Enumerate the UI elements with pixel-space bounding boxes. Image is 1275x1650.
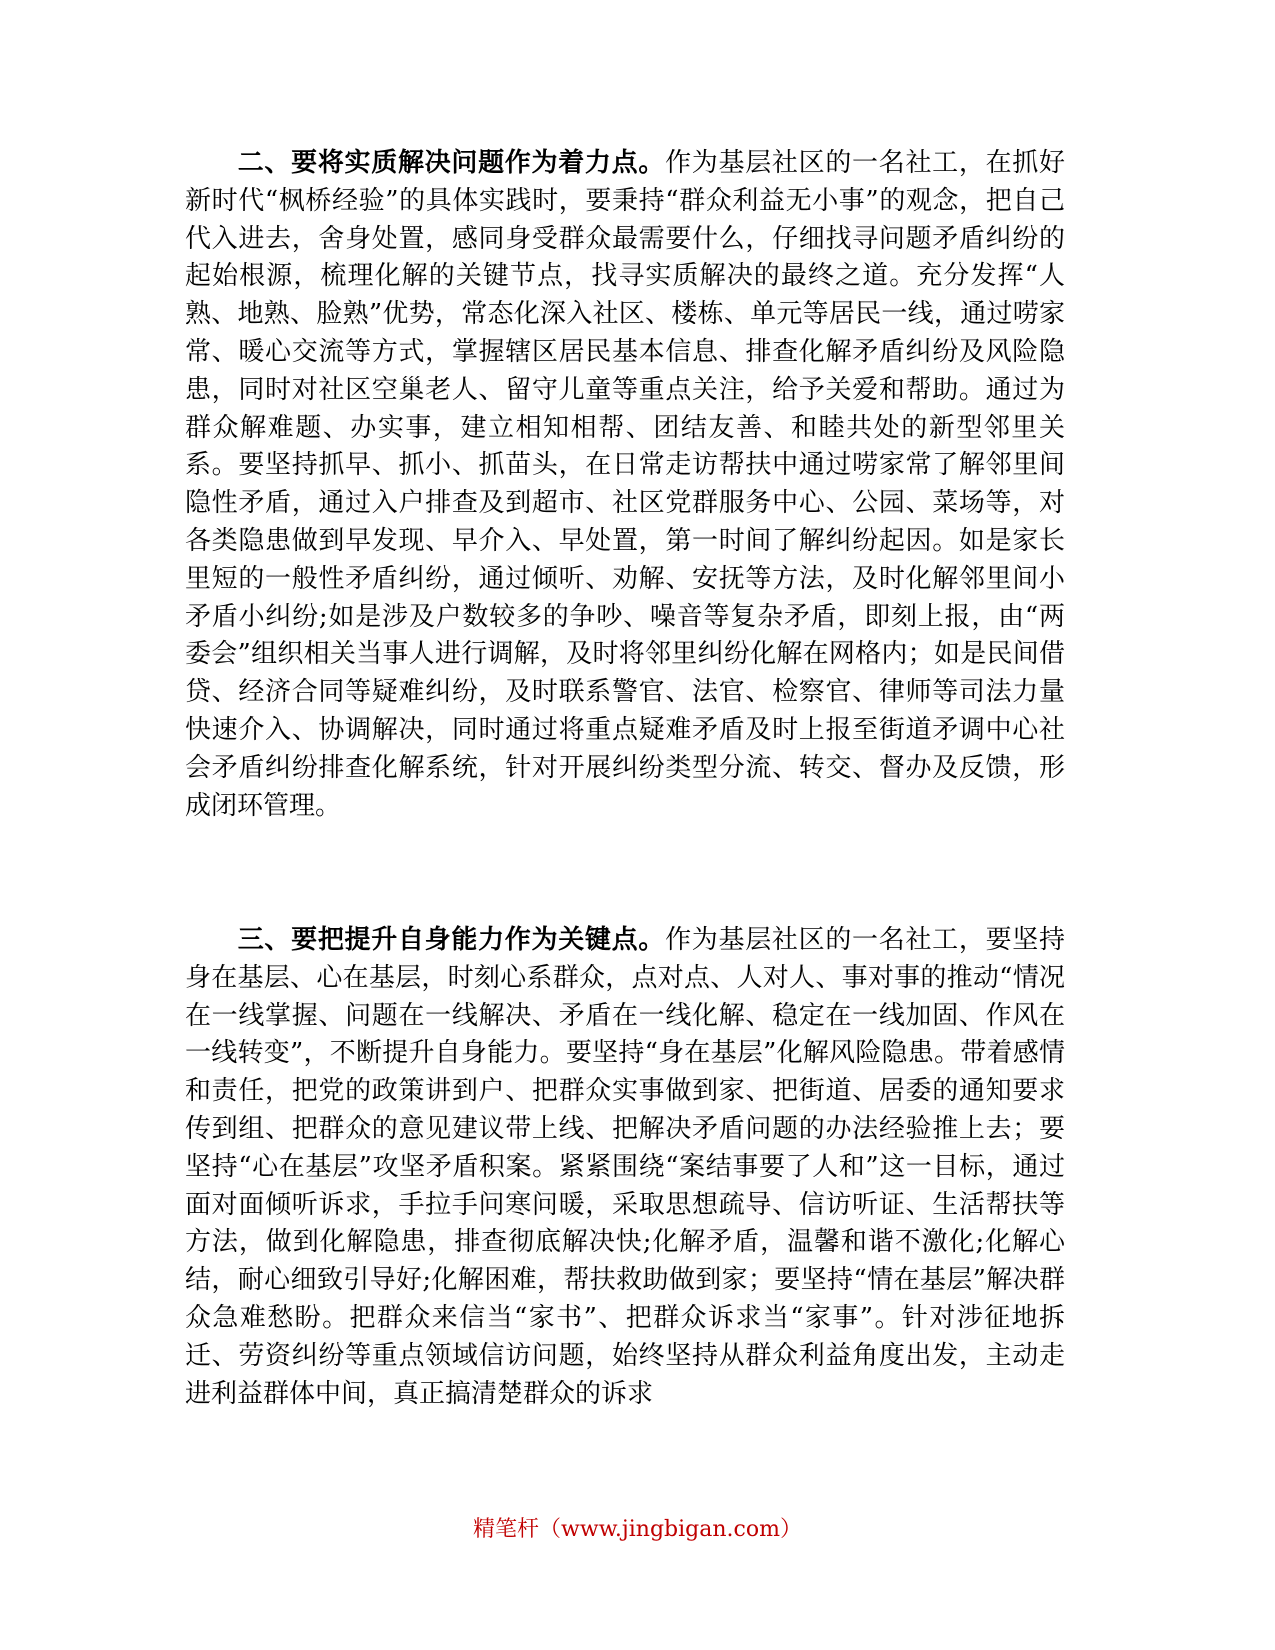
paragraph-body: 作为基层社区的一名社工，要坚持身在基层、心在基层，时刻心系群众，点对点、人对人、事对事的推动“情况在一线掌握、问题在一线解决、矛盾在一线化解、稳定在一线加固、作风在一线转变”，不断提升自身能力。要坚持“身在基层”化解风险隐患。带着感情和责任，把党的政策讲到户、把群众实事做到家、把街道、居委的通知要求传到组、把群众的意见建议带上线、把解决矛盾问题的办法经验推上去；要坚持“心在基层”攻坚矛盾积案。紧紧围绕“案结事要了人和”这一目标，通过面对面倾听诉求，手拉手问寒问暖，采取思想疏导、信访听证、生活帮扶等方法，做到化解隐患，排查彻底解决快;化解矛盾，温馨和谐不激化;化解心结，耐心细致引导好;化解困难，帮扶救助做到家；要坚持“情在基层”解决群众急难愁盼。把群众来信当“家书”、把群众诉求当“家事”。针对涉征地拆迁、劳资纠纷等重点领域信访问题，始终坚持从群众利益角度出发，主动走进利益群体中间，真正搞清楚群众的诉求 bbox=[185, 925, 1065, 1409]
paragraph-body: 作为基层社区的一名社工，在抓好新时代“枫桥经验”的具体实践时，要秉持“群众利益无小事”的观念，把自己代入进去，舍身处置，感同身受群众最需要什么，仔细找寻问题矛盾纠纷的起始根源，梳理化解的关键节点，找寻实质解决的最终之道。充分发挥“人熟、地熟、脸熟”优势，常态化深入社区、楼栋、单元等居民一线，通过唠家常、暖心交流等方式，掌握辖区居民基本信息、排查化解矛盾纠纷及风险隐患，同时对社区空巢老人、留守儿童等重点关注，给予关爱和帮助。通过为群众解难题、办实事，建立相知相帮、团结友善、和睦共处的新型邻里关系。要坚持抓早、抓小、抓苗头，在日常走访帮扶中通过唠家常了解邻里间隐性矛盾，通过入户排查及到超市、社区党群服务中心、公园、菜场等，对各类隐患做到早发现、早介入、早处置，第一时间了解纠纷起因。如是家长里短的一般性矛盾纠纷，通过倾听、劝解、安抚等方法，及时化解邻里间小矛盾小纠纷;如是涉及户数较多的争吵、噪音等复杂矛盾，即刻上报，由“两委会”组织相关当事人进行调解，及时将邻里纠纷化解在网格内；如是民间借贷、经济合同等疑难纠纷，及时联系警官、法官、检察官、律师等司法力量快速介入、协调解决，同时通过将重点疑难矛盾及时上报至街道矛调中心社会矛盾纠纷排查化解系统，针对开展纠纷类型分流、转交、督办及反馈，形成闭环管理。 bbox=[185, 148, 1065, 821]
footer-watermark-text: 精笔杆（www.jingbigan.com） bbox=[473, 1517, 802, 1542]
paragraph-2 bbox=[185, 145, 1065, 825]
page-footer bbox=[0, 1515, 1275, 1545]
paragraph-3 bbox=[185, 922, 1065, 1413]
paragraph-heading: 二、要将实质解决问题作为着力点。 bbox=[237, 148, 666, 178]
paragraph-heading: 三、要把提升自身能力作为关键点。 bbox=[237, 925, 666, 955]
